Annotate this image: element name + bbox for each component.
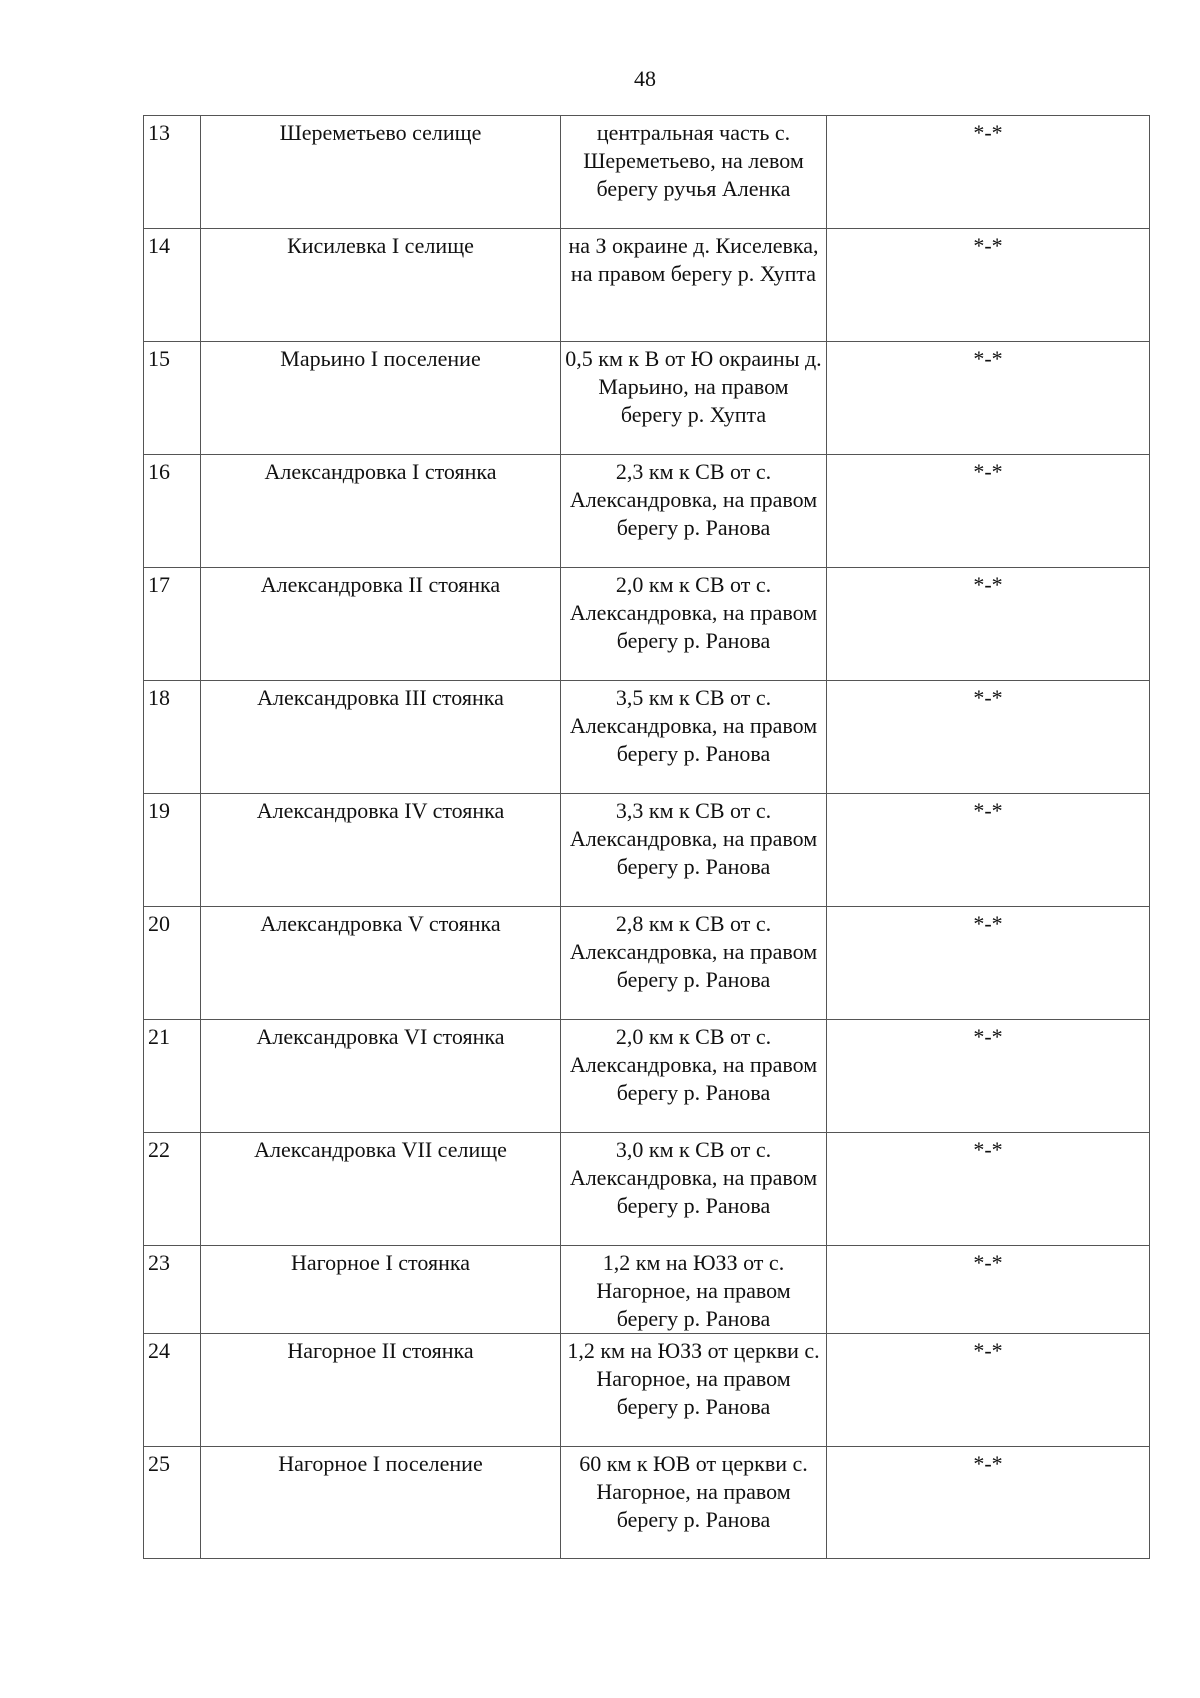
site-name-cell: Шереметьево селище xyxy=(201,116,561,229)
row-number-cell: 16 xyxy=(144,455,201,568)
site-name-cell: Александровка IV стоянка xyxy=(201,794,561,907)
site-note-cell: *-* xyxy=(827,1020,1150,1133)
site-name-cell: Александровка II стоянка xyxy=(201,568,561,681)
site-note-cell: *-* xyxy=(827,116,1150,229)
site-name-cell: Марьино I поселение xyxy=(201,342,561,455)
site-name-cell: Нагорное I стоянка xyxy=(201,1246,561,1334)
site-location-cell: 3,5 км к СВ от с. Александровка, на правом берегу р. Ранова xyxy=(561,681,827,794)
row-number-cell: 25 xyxy=(144,1447,201,1559)
site-location-cell: 2,0 км к СВ от с. Александровка, на правом берегу р. Ранова xyxy=(561,568,827,681)
row-number-cell: 15 xyxy=(144,342,201,455)
site-name-cell: Кисилевка I селище xyxy=(201,229,561,342)
table-row xyxy=(144,568,1150,681)
site-name-cell: Александровка VII селище xyxy=(201,1133,561,1246)
table-row xyxy=(144,1334,1150,1447)
site-location-cell: 3,0 км к СВ от с. Александровка, на правом берегу р. Ранова xyxy=(561,1133,827,1246)
site-location-cell: 1,2 км на ЮЗЗ от церкви с. Нагорное, на правом берегу р. Ранова xyxy=(561,1334,827,1447)
site-note-cell: *-* xyxy=(827,455,1150,568)
site-name-cell: Александровка III стоянка xyxy=(201,681,561,794)
row-number-cell: 21 xyxy=(144,1020,201,1133)
site-note-cell: *-* xyxy=(827,1334,1150,1447)
site-location-cell: центральная часть с. Шереметьево, на левом берегу ручья Аленка xyxy=(561,116,827,229)
row-number-cell: 23 xyxy=(144,1246,201,1334)
site-name-cell: Александровка VI стоянка xyxy=(201,1020,561,1133)
site-note-cell: *-* xyxy=(827,794,1150,907)
site-location-cell: 60 км к ЮВ от церкви с. Нагорное, на правом берегу р. Ранова xyxy=(561,1447,827,1559)
site-note-cell: *-* xyxy=(827,342,1150,455)
row-number-cell: 24 xyxy=(144,1334,201,1447)
site-name-cell: Александровка V стоянка xyxy=(201,907,561,1020)
row-number-cell: 13 xyxy=(144,116,201,229)
table-row xyxy=(144,681,1150,794)
site-note-cell: *-* xyxy=(827,1246,1150,1334)
site-name-cell: Нагорное II стоянка xyxy=(201,1334,561,1447)
table-row xyxy=(144,116,1150,229)
table-row xyxy=(144,1246,1150,1334)
site-location-cell: 2,3 км к СВ от с. Александровка, на правом берегу р. Ранова xyxy=(561,455,827,568)
table-body xyxy=(144,116,1150,1559)
site-note-cell: *-* xyxy=(827,568,1150,681)
site-note-cell: *-* xyxy=(827,681,1150,794)
site-note-cell: *-* xyxy=(827,1447,1150,1559)
site-location-cell: 2,0 км к СВ от с. Александровка, на правом берегу р. Ранова xyxy=(561,1020,827,1133)
site-location-cell: 3,3 км к СВ от с. Александровка, на правом берегу р. Ранова xyxy=(561,794,827,907)
row-number-cell: 14 xyxy=(144,229,201,342)
site-location-cell: 2,8 км к СВ от с. Александровка, на правом берегу р. Ранова xyxy=(561,907,827,1020)
row-number-cell: 17 xyxy=(144,568,201,681)
row-number-cell: 22 xyxy=(144,1133,201,1246)
table-row xyxy=(144,229,1150,342)
table-row xyxy=(144,1133,1150,1246)
site-note-cell: *-* xyxy=(827,907,1150,1020)
site-location-cell: 1,2 км на ЮЗЗ от с. Нагорное, на правом берегу р. Ранова xyxy=(561,1246,827,1334)
table-row xyxy=(144,794,1150,907)
row-number-cell: 18 xyxy=(144,681,201,794)
site-note-cell: *-* xyxy=(827,1133,1150,1246)
table-row xyxy=(144,455,1150,568)
site-name-cell: Нагорное I поселение xyxy=(201,1447,561,1559)
table-row xyxy=(144,342,1150,455)
site-location-cell: на З окраине д. Киселевка, на правом берегу р. Хупта xyxy=(561,229,827,342)
row-number-cell: 20 xyxy=(144,907,201,1020)
site-name-cell: Александровка I стоянка xyxy=(201,455,561,568)
site-note-cell: *-* xyxy=(827,229,1150,342)
table-row xyxy=(144,1020,1150,1133)
page-number: 48 xyxy=(634,66,656,91)
table-row xyxy=(144,907,1150,1020)
heritage-sites-table xyxy=(143,115,1150,1559)
row-number-cell: 19 xyxy=(144,794,201,907)
site-location-cell: 0,5 км к В от Ю окраины д. Марьино, на правом берегу р. Хупта xyxy=(561,342,827,455)
table-row xyxy=(144,1447,1150,1559)
